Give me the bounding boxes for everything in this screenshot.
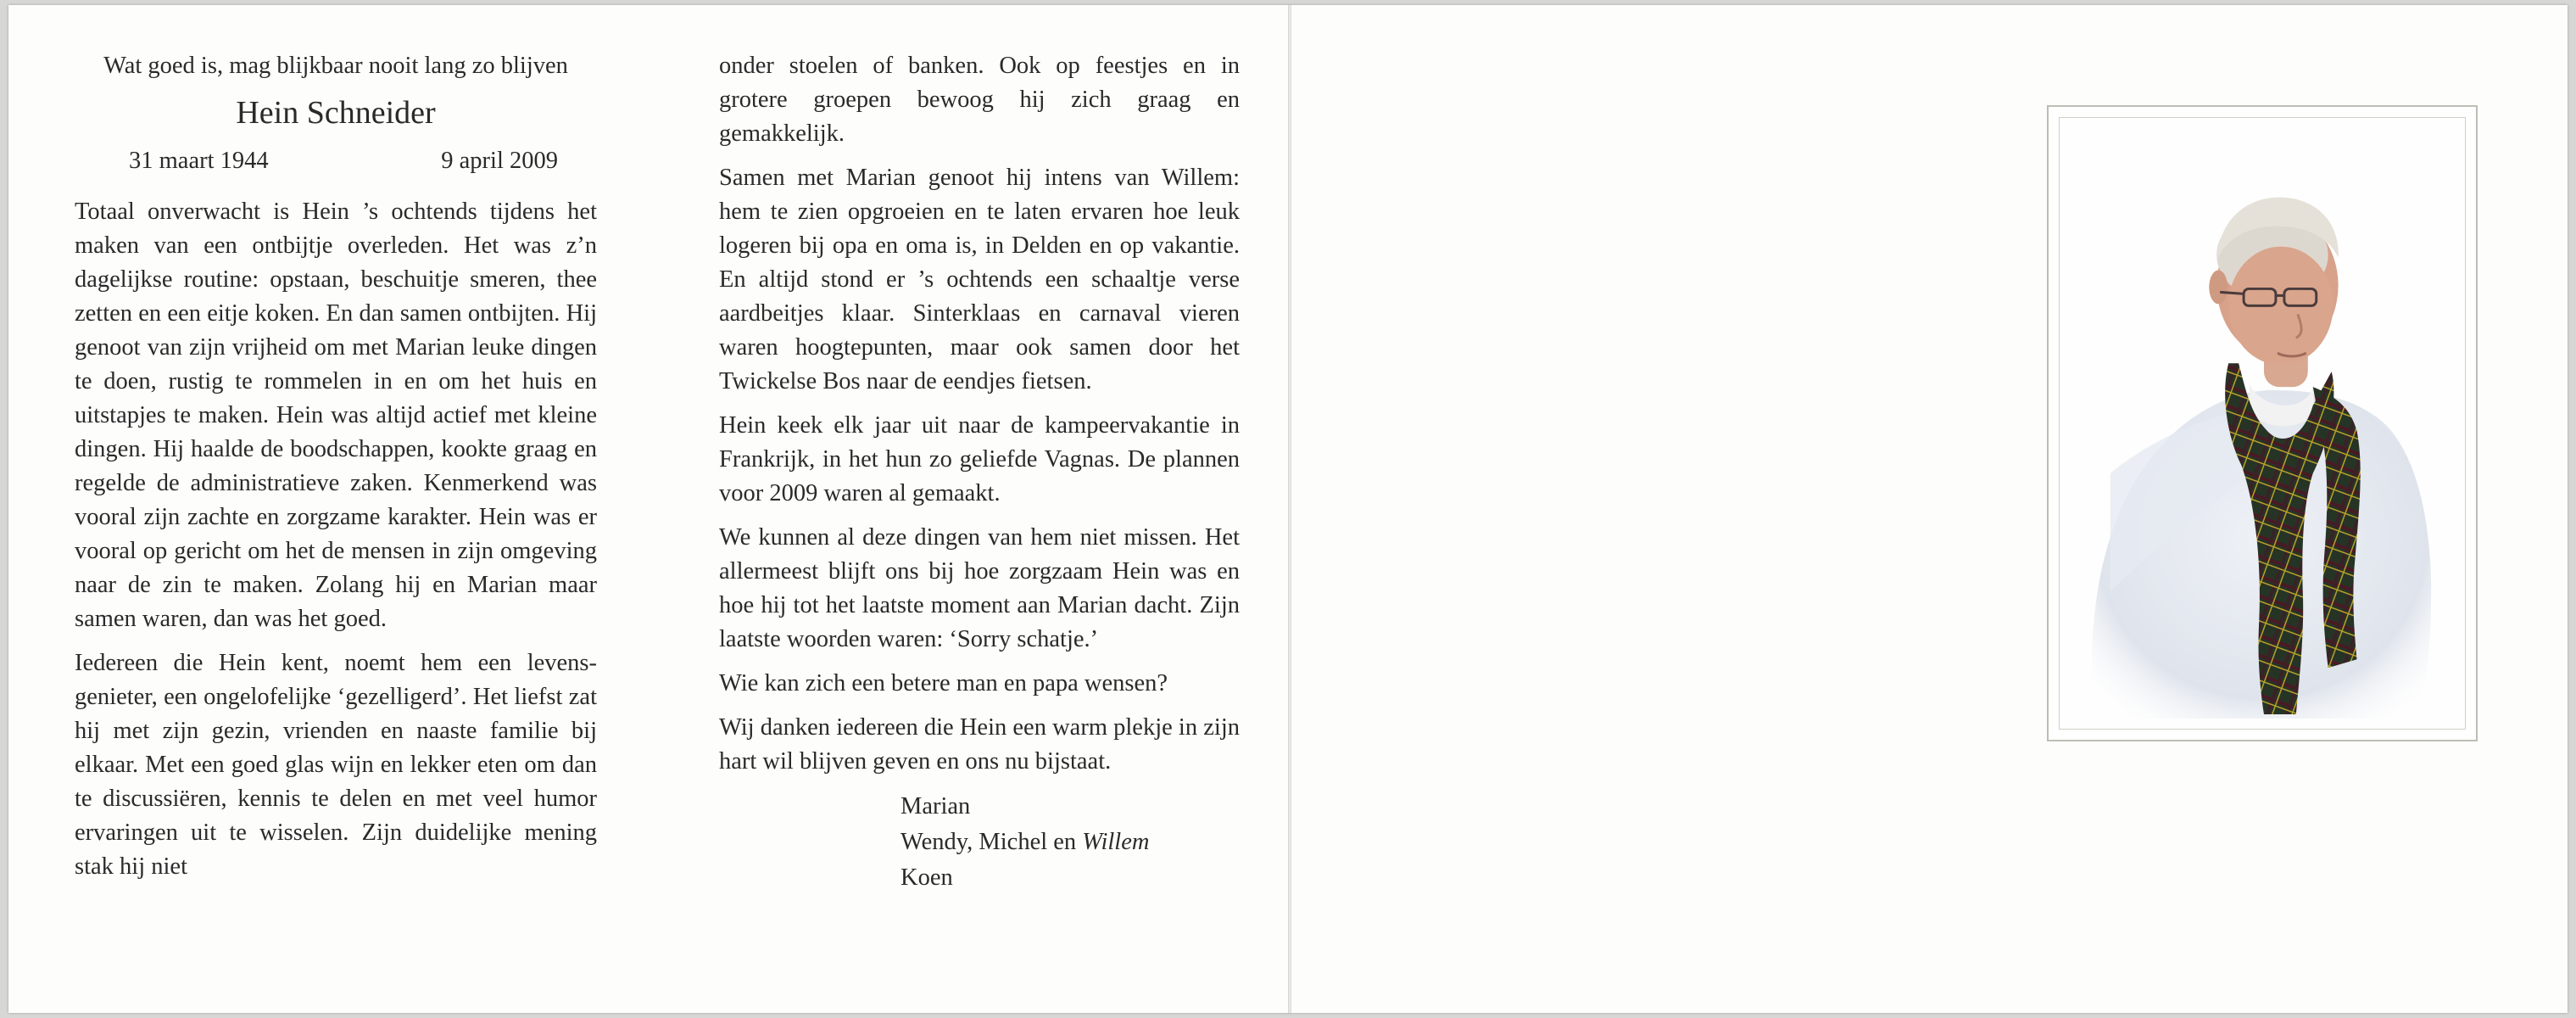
signature bbox=[900, 789, 1240, 896]
photo-inner-border bbox=[2059, 117, 2466, 730]
middle-page bbox=[719, 49, 1240, 896]
signature-text: Wendy, Michel en bbox=[900, 829, 1083, 855]
paragraph: Iedereen die Hein kent, noemt hem een levensgenieter, een ongelofelijke ‘gezelligerd’. Het liefst zat hij met zijn gezin, vrienden en naaste familie bij elkaar. Met een goed glas wijn en lekker eten om dan te discussiëren, kennis te delen en met veel humor ervaringen uit te wisselen. Zijn duidelijke mening stak hij niet bbox=[75, 650, 597, 880]
photo-frame bbox=[2047, 105, 2478, 741]
death-date: 9 april 2009 bbox=[441, 148, 558, 174]
card-fold bbox=[1288, 5, 1291, 1013]
left-page bbox=[75, 49, 597, 884]
signature-line bbox=[900, 825, 1240, 860]
signature-line: Marian bbox=[900, 793, 971, 819]
grandchild-name: Willem bbox=[1082, 829, 1150, 855]
paragraph: onder stoelen of banken. Ook op feestjes en in grotere groepen bewoog hij zich graag en gemakkelijk. bbox=[719, 53, 1240, 147]
motto: Wat goed is, mag blijkbaar nooit lang zo blijven bbox=[103, 53, 568, 79]
portrait-photo bbox=[2060, 118, 2465, 729]
paragraph: Samen met Marian genoot hij intens van Willem: hem te zien opgroeien en te laten ervaren hoe leuk logeren bij opa en oma is, in Delden en op vakantie. En altijd stond er ’s ochtends een schaaltje verse aardbeitjes klaar. Sinterklaas en carnaval vieren waren hoogtepunten, maar ook samen door het Twickelse Bos naar de eendjes fietsen. bbox=[719, 165, 1240, 394]
paragraph: Totaal onverwacht is Hein ’s ochtends tijdens het maken van een ontbijtje overleden. Het was z’n dagelijkse routine: opstaan, beschuitje smeren, thee zetten en een eitje koken. En dan samen ontbijten. Hij genoot van zijn vrijheid om met Marian leuke dingen te doen, rustig te rommelen in en om het huis en uitstapjes te maken. Hein was altijd actief met kleine dingen. Hij haalde de boodschappen, kookte graag en regelde de administratieve zaken. Kenmerkend was vooral zijn zachte en zorgzame karakter. Hein was er vooral op gericht om het de mensen in zijn omgeving naar de zin te maken. Zolang hij en Marian maar samen waren, dan was het goed. bbox=[75, 199, 597, 632]
paragraph: Wie kan zich een betere man en papa wensen? bbox=[719, 670, 1168, 696]
deceased-name: Hein Schneider bbox=[236, 95, 436, 131]
paragraph: Hein keek elk jaar uit naar de kampeervakantie in Frankrijk, in het hun zo geliefde Vagnas. De plannen voor 2009 waren al gemaakt. bbox=[719, 412, 1240, 506]
paragraph: Wij danken iedereen die Hein een warm plekje in zijn hart wil blijven geven en ons nu bijstaat. bbox=[719, 714, 1240, 775]
birth-date: 31 maart 1944 bbox=[129, 148, 269, 174]
signature-line: Koen bbox=[900, 864, 953, 891]
life-dates bbox=[75, 144, 597, 178]
paragraph: We kunnen al deze dingen van hem niet missen. Het allermeest blijft ons bij hoe zorgzaam Hein was en hoe hij tot het laatste moment aan Marian dacht. Zijn laatste woorden waren: ‘Sorry schatje.’ bbox=[719, 524, 1240, 652]
